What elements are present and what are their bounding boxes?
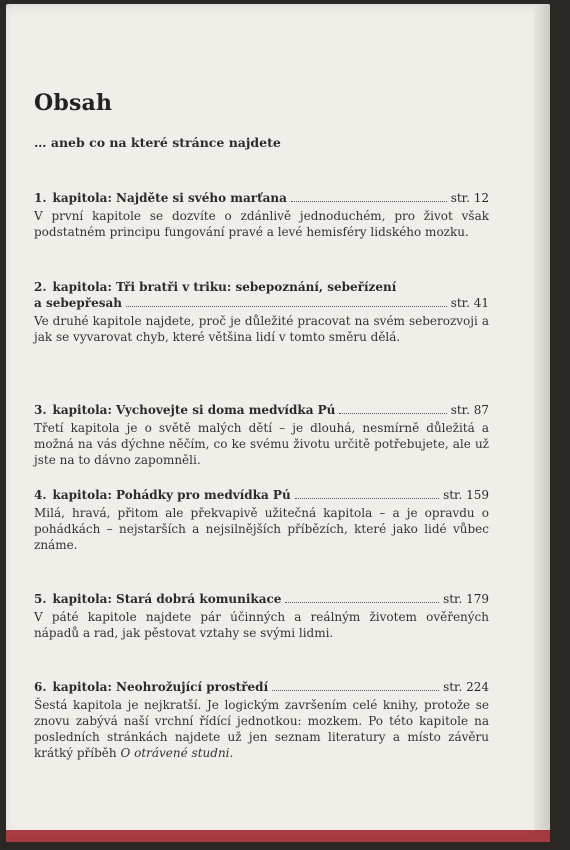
chapter-description: V první kapitole se dozvíte o zdánlivě jednoduchém, pro život však podstatném principu fungování pravé a levé hemisféry lidského mozku.: [34, 209, 489, 239]
chapter-description: [34, 697, 489, 761]
leader-dots: [339, 413, 446, 414]
chapter-page-ref: str. 87: [450, 403, 489, 417]
chapter-title: kapitola: Najděte si svého marťana: [52, 191, 287, 205]
chapter-title: kapitola: Neohrožující prostředí: [52, 680, 269, 694]
leader-dots: [285, 602, 439, 603]
chapter-number: 5.: [34, 592, 47, 606]
table-of-contents: [34, 190, 489, 760]
toc-entry-3: [34, 402, 489, 468]
toc-entry-2: [34, 279, 489, 345]
chapter-description: V páté kapitole najdete pár účinných a reálným životem ověřených nápadů a rad, jak pěstovat vztahy se svými lidmi.: [34, 610, 489, 640]
chapter-title: kapitola: Vychovejte si doma medvídka Pú: [52, 403, 336, 417]
toc-entry-heading: [34, 487, 489, 503]
chapter-page-ref: str. 179: [443, 592, 489, 606]
chapter-page-ref: str. 224: [443, 680, 489, 694]
leader-dots: [272, 690, 439, 691]
chapter-title: kapitola: Tři bratři v triku: sebepoznání, sebeřízení: [52, 280, 397, 294]
chapter-number: 6.: [34, 680, 47, 694]
chapter-page-ref: str. 12: [450, 191, 489, 205]
chapter-description: Milá, hravá, přitom ale překvapivě užitečná kapitola – a je opravdu o pohádkách – nejstarších a nejsilnějších příbězích, které jako lidé vůbec známe.: [34, 506, 489, 552]
chapter-number: 4.: [34, 488, 47, 502]
toc-entry-heading: [34, 591, 489, 607]
chapter-title-cont: a sebepřesah: [34, 296, 122, 310]
chapter-page-ref: str. 41: [450, 296, 489, 310]
story-title: O otrávené studni.: [120, 746, 234, 760]
chapter-description: Ve druhé kapitole najdete, proč je důležité pracovat na svém seberozvoji a jak se vyvarovat chyb, které většina lidí v tomto směru dělá.: [34, 314, 489, 344]
book-page: [6, 4, 550, 842]
leader-dots: [291, 201, 447, 202]
leader-dots: [126, 306, 447, 307]
page-subtitle: … aneb co na které stránce najdete: [34, 135, 281, 150]
chapter-number: 2.: [34, 280, 47, 294]
toc-entry-heading: [34, 190, 489, 206]
toc-entry-heading: [34, 279, 489, 295]
toc-entry-4: [34, 487, 489, 553]
page-edge-shadow: [534, 4, 550, 842]
chapter-page-ref: str. 159: [443, 488, 489, 502]
chapter-number: 3.: [34, 403, 47, 417]
page-title: Obsah: [34, 90, 113, 116]
toc-entry-heading: [34, 679, 489, 695]
chapter-number: 1.: [34, 191, 47, 205]
toc-entry-1: [34, 190, 489, 240]
toc-entry-5: [34, 591, 489, 641]
chapter-description-text: Šestá kapitola je nejkratší. Je logickým završením celé knihy, protože se znovu zabývá naší vrchní řídící jednotkou: mozkem. Po této kapitole na posledních stránkách najdete už jen seznam literatury a místo závěru krátký příběh: [34, 698, 489, 760]
cover-edge-strip: [6, 830, 550, 842]
chapter-title: kapitola: Stará dobrá komunikace: [52, 592, 282, 606]
chapter-description: Třetí kapitola je o světě malých dětí – je dlouhá, nesmírně důležitá a možná na vás dýchne něčím, co ke svému životu určitě potřebujete, ale už jste na to dávno zapomněli.: [34, 421, 489, 467]
toc-entry-heading: [34, 402, 489, 418]
leader-dots: [295, 498, 439, 499]
chapter-title: kapitola: Pohádky pro medvídka Pú: [52, 488, 291, 502]
toc-entry-heading-cont: [34, 295, 489, 311]
toc-entry-6: [34, 679, 489, 761]
